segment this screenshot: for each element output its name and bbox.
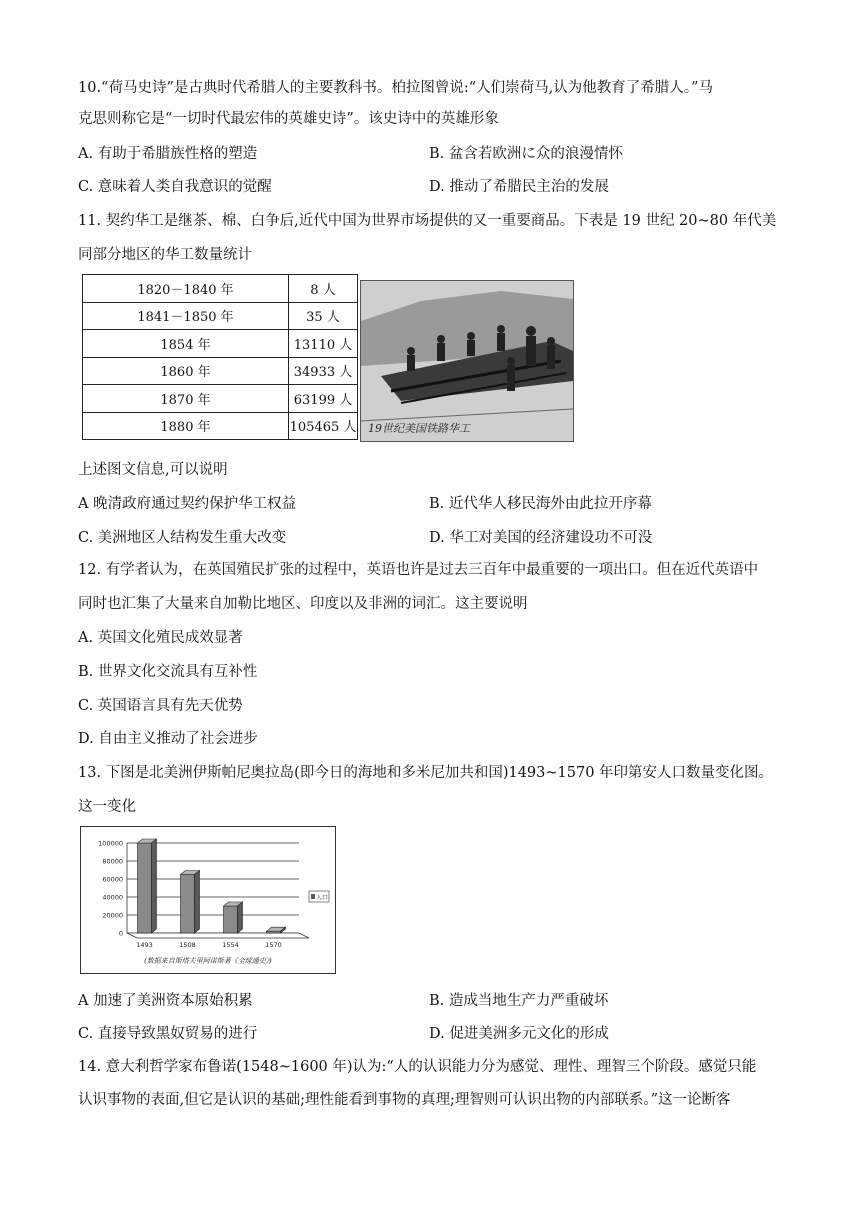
y-tick-label: 40000 <box>102 893 123 902</box>
railroad-workers-illustration <box>361 281 573 441</box>
chart-svg <box>81 827 335 973</box>
q13-option-c: C. 直接导致黑奴贸易的进行 <box>78 1026 258 1042</box>
chart-caption: (数据来自斯塔夫里阿诺斯著《全球通史》) <box>144 957 272 965</box>
x-tick-label: 1493 <box>136 941 153 949</box>
q11-stem-line-2: 同部分地区的华工数量统计 <box>78 247 252 263</box>
table-row <box>83 357 358 385</box>
table-row <box>83 302 358 330</box>
table-cell-count: 35 人 <box>289 302 358 330</box>
q11-stem-after: 上述图文信息,可以说明 <box>78 462 228 478</box>
q13-stem-line-2: 这一变化 <box>78 799 136 815</box>
q10-option-d: D. 推动了希腊民主治的发展 <box>429 179 609 195</box>
chart-floor <box>127 933 309 938</box>
legend-label: 人口 <box>316 894 329 902</box>
q10-option-b: B. 盆含若欧洲に众的浪漫情怀 <box>429 146 623 162</box>
bar-side <box>195 871 200 934</box>
x-tick-label: 1570 <box>265 941 282 949</box>
legend-swatch <box>311 894 315 899</box>
railroad-workers-photo <box>360 280 574 442</box>
q14-stem-line-2: 认识事物的表面,但它是认识的基础;理性能看到事物的真理;理智则可认识出物的内部联系。”这一论断客 <box>78 1092 731 1108</box>
q11-option-b: B. 近代华人移民海外由此拉开序幕 <box>429 496 652 512</box>
q13-option-b: B. 造成当地生产力严重破坏 <box>429 993 609 1009</box>
table-cell-count: 8 人 <box>289 275 358 303</box>
labor-count-table <box>82 274 358 440</box>
table-row <box>83 385 358 413</box>
q13-option-d: D. 促进美洲多元文化的形成 <box>429 1026 609 1042</box>
q12-option-a: A. 英国文化殖民成效显著 <box>78 630 243 646</box>
q13-stem-line-1: 13. 下图是北美洲伊斯帕尼奥拉岛(即今日的海地和多米尼加共和国)1493~1570 年印第安人口数量变化图。 <box>78 765 774 781</box>
table-row <box>83 275 358 303</box>
table-cell-count: 13110 人 <box>289 330 358 358</box>
y-tick-label: 0 <box>118 929 123 938</box>
bar-side <box>152 839 157 933</box>
q10-stem-line-1: 10.“荷马史诗”是古典时代希腊人的主要教科书。柏拉图曾说:“人们崇荷马,认为他教育了希腊人。”马 <box>78 80 713 96</box>
table-cell-count: 34933 人 <box>289 357 358 385</box>
bar-side <box>238 902 243 933</box>
bar <box>224 906 238 933</box>
table-cell-period: 1841－1850 年 <box>83 302 289 330</box>
photo-caption: 19世纪美国铁路华工 <box>368 422 470 435</box>
x-tick-label: 1554 <box>222 941 239 949</box>
x-tick-label: 1508 <box>179 941 196 949</box>
q10-option-c: C. 意味着人类自我意识的觉醒 <box>78 179 272 195</box>
bar <box>138 843 152 933</box>
table-cell-count: 63199 人 <box>289 385 358 413</box>
table-cell-period: 1860 年 <box>83 357 289 385</box>
q10-option-a: A. 有助于希腊族性格的塑造 <box>78 146 258 162</box>
q11-stem-line-1: 11. 契约华工是继茶、棉、白争后,近代中国为世界市场提供的又一重要商品。下表是 19 世纪 20~80 年代美 <box>78 213 777 229</box>
q14-stem-line-1: 14. 意大利哲学家布鲁诺(1548~1600 年)认为:“人的认识能力分为感觉、理性、理智三个阶段。感觉只能 <box>78 1059 757 1075</box>
q12-stem-line-1: 12. 有学者认为，在英国殖民扩张的过程中，英语也许是过去三百年中最重要的一项出口。但在近代英语中 <box>78 562 759 578</box>
y-tick-label: 20000 <box>102 911 123 920</box>
y-tick-label: 60000 <box>102 875 123 884</box>
table-row <box>83 330 358 358</box>
table-cell-count: 105465 人 <box>289 412 358 440</box>
table-cell-period: 1880 年 <box>83 412 289 440</box>
q11-option-d: D. 华工对美国的经济建设功不可没 <box>429 530 653 546</box>
q10-stem-line-2: 克思则称它是“一切时代最宏伟的英雄史诗”。该史诗中的英雄形象 <box>78 111 499 127</box>
q13-option-a: A 加速了美洲资本原始积累 <box>78 993 253 1009</box>
table-cell-period: 1820－1840 年 <box>83 275 289 303</box>
table-row <box>83 412 358 440</box>
q11-option-c: C. 美洲地区人结构发生重大改变 <box>78 530 287 546</box>
y-tick-label: 80000 <box>102 857 123 866</box>
table-cell-period: 1870 年 <box>83 385 289 413</box>
q12-stem-line-2: 同时也汇集了大量来自加勒比地区、印度以及非洲的词汇。这主要说明 <box>78 596 528 612</box>
bar <box>181 875 195 934</box>
y-tick-label: 100000 <box>98 839 123 848</box>
q12-option-b: B. 世界文化交流具有互补性 <box>78 664 258 680</box>
table-cell-period: 1854 年 <box>83 330 289 358</box>
q11-option-a: A 晚清政府通过契约保护华工权益 <box>78 496 297 512</box>
q12-option-c: C. 英国语言具有先天优势 <box>78 698 243 714</box>
population-bar-chart <box>80 826 336 974</box>
q12-option-d: D. 自由主义推动了社会进步 <box>78 731 258 747</box>
